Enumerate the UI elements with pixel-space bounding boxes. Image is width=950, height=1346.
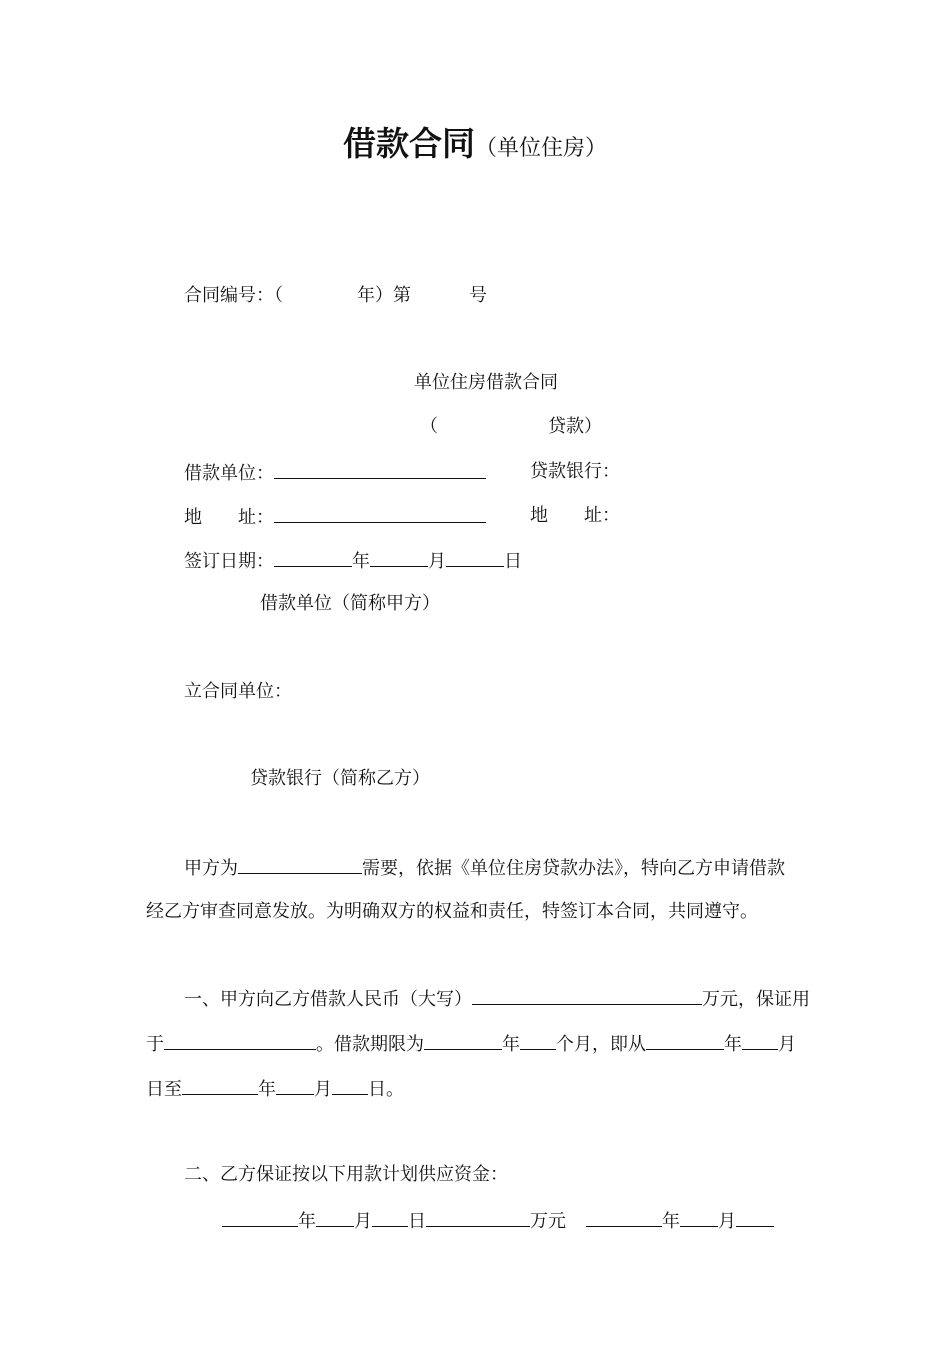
title-sub: （单位住房） [474, 136, 607, 161]
plan-amount-unit: 万元 [530, 1211, 566, 1232]
bank-address-label: 地 址： [530, 505, 620, 526]
party-heading: 立合同单位： [184, 681, 292, 702]
clause1-month-a: 月 [778, 1034, 796, 1055]
plan-year-blank[interactable] [222, 1208, 298, 1227]
plan-year2-label: 年 [662, 1211, 680, 1232]
clause1-year-c: 年 [258, 1079, 276, 1100]
plan-day-label: 日 [408, 1211, 426, 1232]
intro-line-1 [184, 855, 785, 881]
clause1-text-c: 于 [146, 1034, 164, 1055]
borrower-line [184, 460, 486, 486]
clause1-year-a: 年 [502, 1034, 520, 1055]
plan-month2-blank[interactable] [680, 1208, 718, 1227]
document-title [0, 118, 950, 165]
end-day-blank[interactable] [332, 1076, 368, 1095]
plan-month-label: 月 [354, 1211, 372, 1232]
sign-day-label: 日 [504, 551, 522, 572]
clause2-heading: 二、乙方保证按以下用款计划供应资金： [184, 1164, 508, 1185]
loan-type-close: 贷款） [548, 416, 602, 437]
start-year-blank[interactable] [646, 1031, 724, 1050]
clause1-line-3 [146, 1076, 404, 1102]
clause1-text-e: 个月，即从 [556, 1034, 646, 1055]
intro-line-2: 经乙方审查同意发放。为明确双方的权益和责任，特签订本合同，共同遵守。 [146, 901, 758, 922]
contract-no-mark: 号 [469, 285, 487, 306]
sign-year-blank[interactable] [274, 548, 352, 567]
sign-day-blank[interactable] [446, 548, 504, 567]
plan-amount-blank[interactable] [426, 1208, 530, 1227]
sign-year-label: 年 [352, 551, 370, 572]
contract-year-mark: 年）第 [357, 285, 411, 306]
intro-text-a: 甲方为 [184, 858, 238, 879]
clause1-text-b: 万元，保证用 [702, 989, 810, 1010]
contract-number-line [184, 284, 487, 308]
clause1-year-b: 年 [724, 1034, 742, 1055]
amount-words-blank[interactable] [472, 986, 702, 1005]
clause1-text-a: 一、甲方向乙方借款人民币（大写） [184, 989, 472, 1010]
contract-number-label: 合同编号：（ [184, 285, 283, 306]
clause1-text-f: 日至 [146, 1079, 182, 1100]
sign-date-label: 签订日期： [184, 551, 274, 572]
term-months-blank[interactable] [520, 1031, 556, 1050]
purpose-blank[interactable] [238, 855, 362, 874]
borrower-address-line [184, 504, 486, 530]
sign-date-line [184, 548, 522, 574]
plan-day2-blank[interactable] [736, 1208, 774, 1227]
clause1-month-b: 月 [314, 1079, 332, 1100]
borrower-blank[interactable] [274, 460, 486, 479]
end-month-blank[interactable] [276, 1076, 314, 1095]
term-years-blank[interactable] [424, 1031, 502, 1050]
plan-month-blank[interactable] [316, 1208, 354, 1227]
borrower-address-label: 地 址： [184, 507, 274, 528]
loan-type-open: （ [420, 416, 438, 437]
use-blank[interactable] [164, 1031, 316, 1050]
plan-month2-label: 月 [718, 1211, 736, 1232]
party-a-label: 借款单位（简称甲方） [260, 593, 440, 614]
loan-type-line [420, 415, 602, 439]
sign-month-label: 月 [428, 551, 446, 572]
borrower-address-blank[interactable] [274, 504, 486, 523]
clause1-line-1 [184, 986, 810, 1012]
plan-year-label: 年 [298, 1211, 316, 1232]
borrower-label: 借款单位： [184, 463, 274, 484]
end-year-blank[interactable] [182, 1076, 258, 1095]
clause1-day: 日。 [368, 1079, 404, 1100]
clause1-text-d: 。借款期限为 [316, 1034, 424, 1055]
plan-day-blank[interactable] [372, 1208, 408, 1227]
plan-year2-blank[interactable] [586, 1208, 662, 1227]
lender-bank-label: 贷款银行： [530, 461, 620, 482]
clause2-schedule-line [222, 1208, 774, 1234]
title-main: 借款合同 [342, 124, 475, 163]
party-b-label: 贷款银行（简称乙方） [250, 768, 430, 789]
start-month-blank[interactable] [742, 1031, 778, 1050]
sign-month-blank[interactable] [370, 548, 428, 567]
clause1-line-2 [146, 1031, 796, 1057]
intro-text-b: 需要，依据《单位住房贷款办法》，特向乙方申请借款 [362, 858, 785, 879]
subtitle: 单位住房借款合同 [414, 372, 558, 393]
